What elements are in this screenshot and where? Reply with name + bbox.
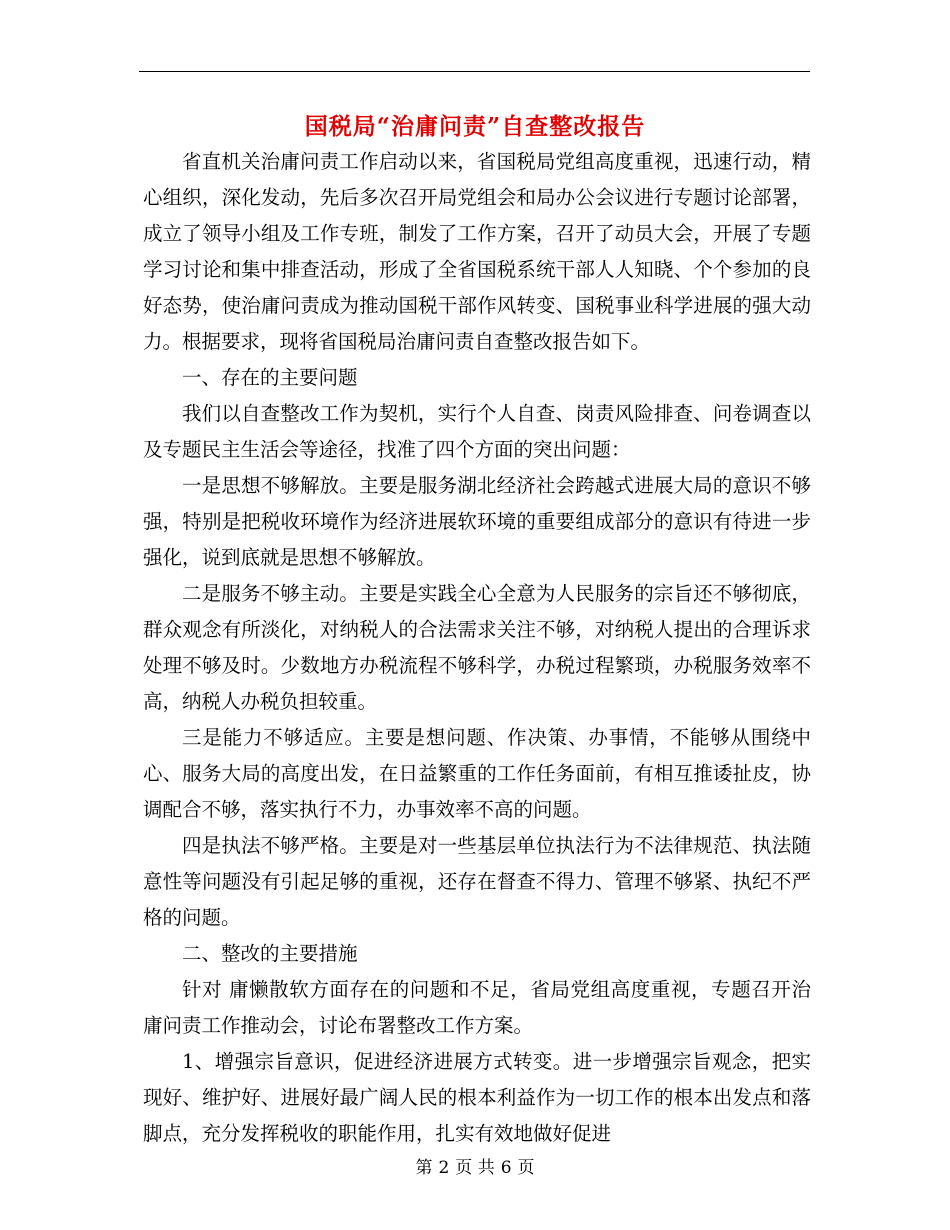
footer-middle: 页 共 <box>455 1158 495 1178</box>
paragraph: 四是执法不够严格。主要是对一些基层单位执法行为不法律规范、执法随意性等问题没有引起足够的重视，还存在督查不得力、管理不够紧、执纪不严格的问题。 <box>143 834 811 929</box>
document-title: 国税局“治庸问责”自查整改报告 <box>304 113 646 140</box>
header-rule <box>139 71 810 72</box>
paragraph: 针对 庸懒散软方面存在的问题和不足，省局党组高度重视，专题召开治庸问责工作推动会，讨论布署整改工作方案。 <box>143 978 811 1037</box>
paragraph: 三是能力不够适应。主要是想问题、作决策、办事情，不能够从围绕中心、服务大局的高度出发，在日益繁重的工作任务面前，有相互推诿扯皮，协调配合不够，落实执行不力，办事效率不高的问题。 <box>143 726 811 821</box>
document-body <box>143 144 811 1152</box>
footer-total-pages: 6 <box>500 1158 512 1178</box>
paragraph: 一是思想不够解放。主要是服务湖北经济社会跨越式进展大局的意识不够强，特别是把税收环境作为经济进展软环境的重要组成部分的意识有待进一步强化，说到底就是思想不够解放。 <box>143 474 811 569</box>
paragraph: 二是服务不够主动。主要是实践全心全意为人民服务的宗旨还不够彻底，群众观念有所淡化，对纳税人的合法需求关注不够，对纳税人提出的合理诉求处理不够及时。少数地方办税流程不够科学，办税过程繁琐，办税服务效率不高，纳税人办税负担较重。 <box>143 582 811 713</box>
paragraph: 省直机关治庸问责工作启动以来，省国税局党组高度重视，迅速行动，精心组织，深化发动，先后多次召开局党组会和局办公会议进行专题讨论部署，成立了领导小组及工作专班，制发了工作方案，召开了动员大会，开展了专题学习讨论和集中排查活动，形成了全省国税系统干部人人知晓、个个参加的良好态势，使治庸问责成为推动国税干部作风转变、国税事业科学进展的强大动力。根据要求，现将省国税局治庸问责自查整改报告如下。 <box>143 150 811 353</box>
footer-prefix: 第 <box>415 1158 433 1178</box>
page-footer <box>0 1153 950 1178</box>
paragraph: 1、增强宗旨意识，促进经济进展方式转变。进一步增强宗旨观念，把实现好、维护好、进展好最广阔人民的根本利益作为一切工作的根本出发点和落脚点，充分发挥税收的职能作用，扎实有效地做好促进 <box>143 1050 811 1145</box>
paragraph: 我们以自查整改工作为契机，实行个人自查、岗责风险排查、问卷调查以及专题民主生活会等途径，找准了四个方面的突出问题： <box>143 402 811 461</box>
footer-page-number: 2 <box>438 1158 450 1178</box>
footer-suffix: 页 <box>517 1158 535 1178</box>
section-heading: 二、整改的主要措施 <box>182 942 358 965</box>
section-heading: 一、存在的主要问题 <box>182 366 358 389</box>
